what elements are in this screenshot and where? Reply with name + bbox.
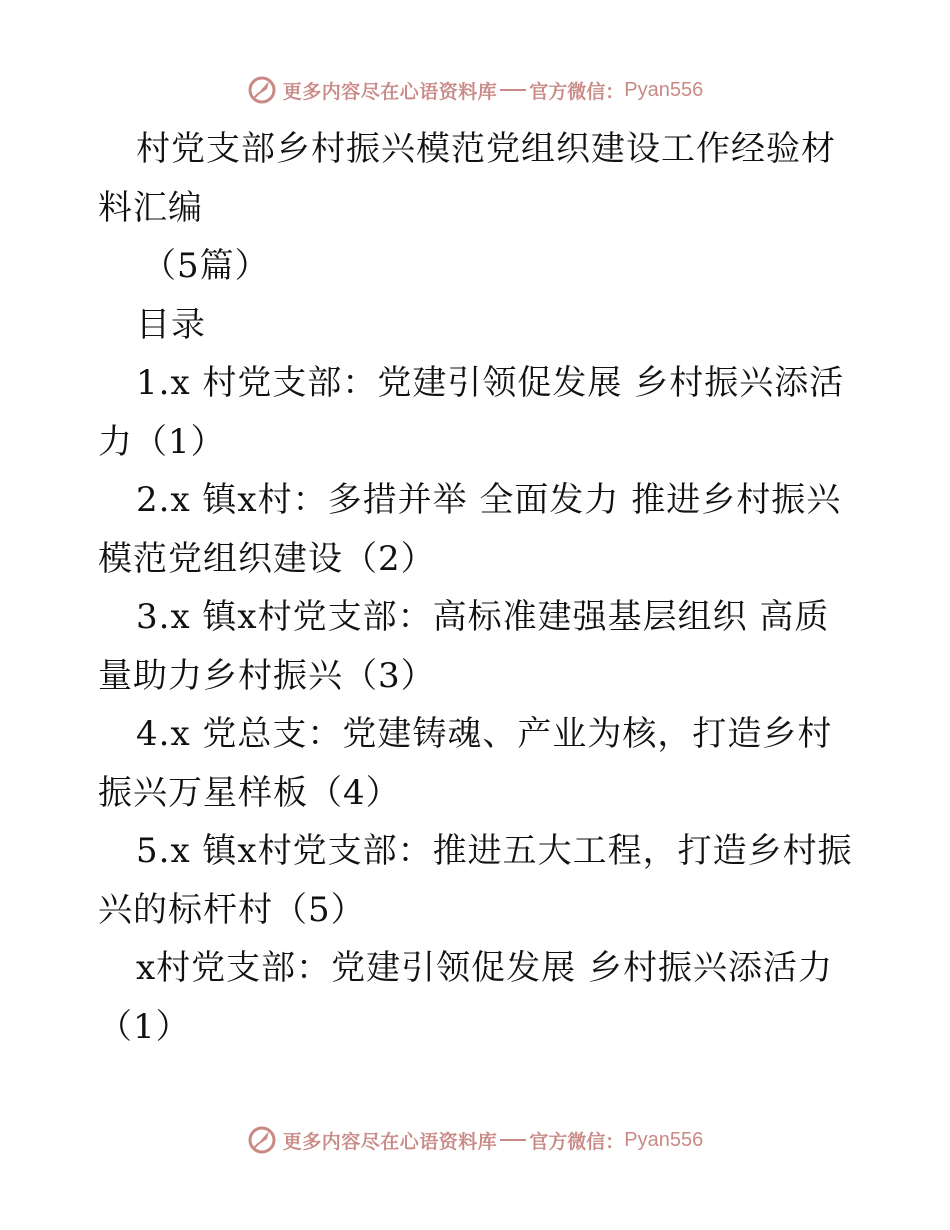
quill-logo-icon — [247, 1125, 277, 1155]
header-wechat-label: 官方微信： — [529, 80, 625, 103]
toc-heading: 目录 — [136, 304, 206, 345]
section-heading: x村党支部：党建引领促发展 乡村振兴添活力 — [136, 948, 833, 988]
toc-item-5: 5.x 镇x村党支部：推进五大工程，打造乡村振兴的标杆村（5） — [98, 831, 853, 930]
toc-item-4: 4.x 党总支：党建铸魂、产业为核，打造乡村振兴万星样板（4） — [98, 714, 833, 813]
quill-logo-icon — [247, 75, 277, 105]
toc-item-1: 1.x 村党支部：党建引领促发展 乡村振兴添活力（1） — [98, 363, 845, 462]
footer-watermark-dash — [500, 1139, 526, 1141]
header-watermark-text: 更多内容尽在心语资料库 — [282, 80, 498, 103]
header-watermark — [0, 70, 950, 110]
footer-watermark — [0, 1120, 950, 1160]
footer-watermark-text: 更多内容尽在心语资料库 — [282, 1130, 498, 1153]
toc-item-2: 2.x 镇x村：多措并举 全面发力 推进乡村振兴模范党组织建设（2） — [98, 480, 842, 579]
document-title: 村党支部乡村振兴模范党组织建设工作经验材料汇编 — [98, 129, 836, 228]
toc-item-3: 3.x 镇x村党支部：高标准建强基层组织 高质量助力乡村振兴（3） — [98, 597, 830, 696]
footer-wechat-label: 官方微信： — [529, 1130, 625, 1153]
document-body — [98, 120, 858, 1056]
footer-wechat-id: Pyan556 — [624, 1128, 704, 1151]
header-wechat-id: Pyan556 — [624, 78, 704, 101]
section-number: （1） — [98, 1006, 191, 1047]
document-subtitle: （5篇） — [142, 246, 270, 286]
header-watermark-dash — [500, 89, 526, 91]
